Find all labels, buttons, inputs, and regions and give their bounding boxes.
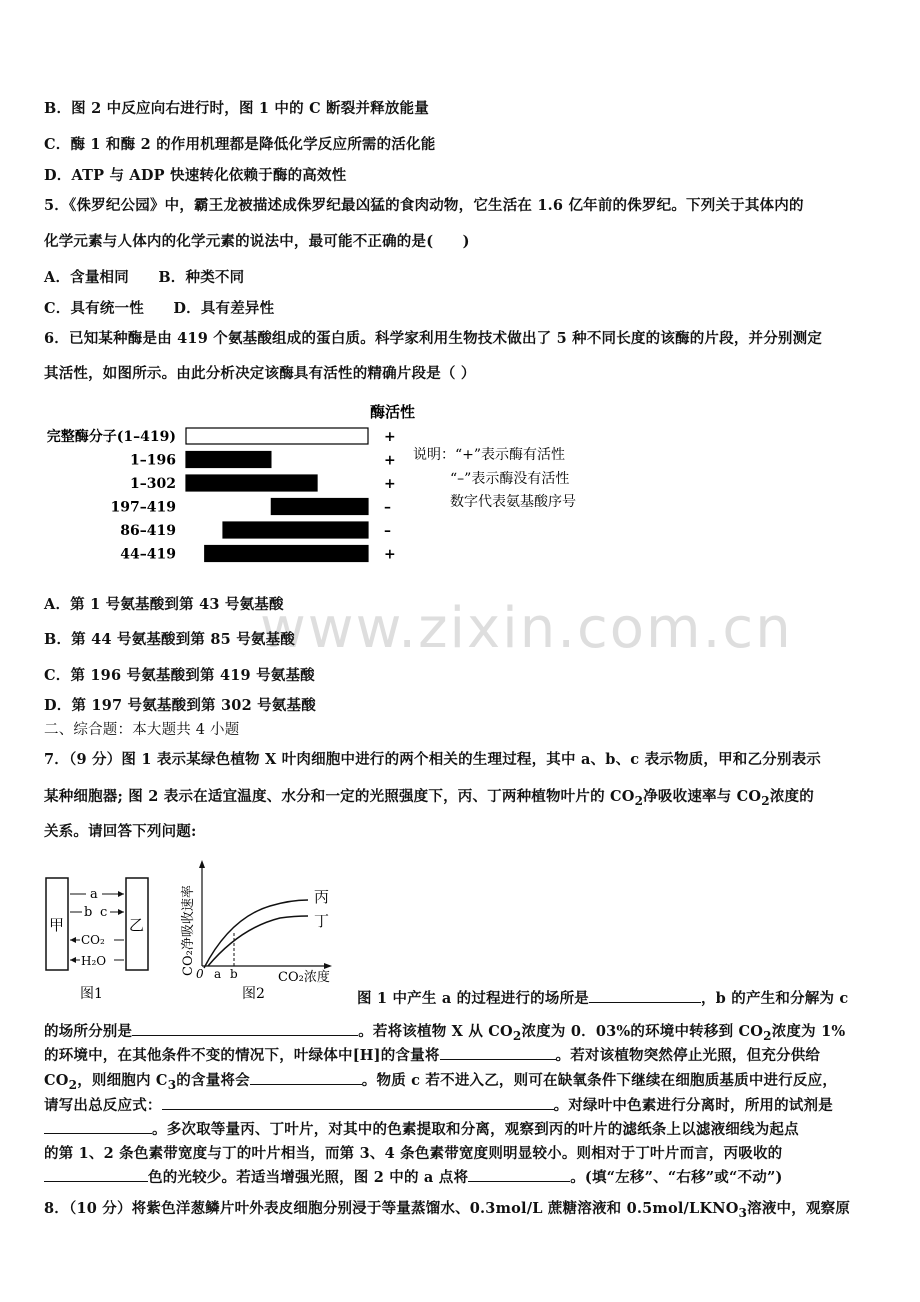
figure-legend-2: “–”表示酶没有活性 [450,471,570,487]
tick-a-label: a [214,967,222,981]
q5-options-ab: A．含量相同 B．种类不同 [44,269,245,286]
organelle-yi-label: 乙 [129,916,145,934]
fragment-label: 完整酶分子(1–419) [46,429,176,445]
activity-sign: – [384,499,391,516]
q6-option-d: D．第 197 号氨基酸到第 302 号氨基酸 [44,697,316,714]
answer-blank-a-site[interactable] [589,988,701,1003]
figure-header-activity: 酶活性 [370,403,416,421]
answer-blank-c3-content[interactable] [250,1070,362,1085]
figure-legend-1: 说明：“+”表示酶有活性 [413,447,566,463]
q5-options-cd: C．具有统一性 D．具有差异性 [44,300,275,317]
activity-sign: – [384,523,391,539]
answer-blank-h-content[interactable] [440,1045,556,1060]
answer-blank-reaction-equation[interactable] [162,1095,554,1110]
q6-stem-line1: 6．已知某种酶是由 419 个氨基酸组成的蛋白质。科学家利用生物技术做出了 5 种不同长度的该酶的片段，并分别测定 [44,330,823,347]
q6-stem-line2: 其活性，如图所示。由此分析决定该酶具有活性的精确片段是（ ） [44,365,476,382]
figure-legend-3: 数字代表氨基酸序号 [450,494,576,510]
figure-1-organelles [40,868,160,1008]
activity-sign: + [384,429,396,445]
activity-sign: + [384,452,396,469]
answer-blank-light-color[interactable] [44,1167,148,1182]
q7-text-1: 图 1 中产生 a 的过程进行的场所是 ，b 的产生和分解为 c [357,990,849,1007]
fragment-bar [186,475,317,491]
substance-a-label: a [90,887,98,902]
q7-text-5: 请写出总反应式： 。对绿叶中色素进行分离时，所用的试剂是 [44,1097,833,1114]
q4-option-c: C．酶 1 和酶 2 的作用机理都是降低化学反应所需的活化能 [44,136,436,153]
fragment-label: 86–419 [120,523,176,539]
q7-stem-line1: 7．（9 分）图 1 表示某绿色植物 X 叶肉细胞中进行的两个相关的生理过程，其中 a、b、c 表示物质，甲和乙分别表示 [44,751,821,768]
fragment-label: 1–302 [130,476,176,492]
q4-option-b: B．图 2 中反应向右进行时，图 1 中的 C 断裂并释放能量 [44,100,429,117]
q5-stem-line1: 5．《侏罗纪公园》中，霸王龙被描述成侏罗纪最凶猛的食肉动物，它生活在 1.6 亿年前的侏罗纪。下列关于其体内的 [44,197,804,214]
q7-stem-line2: 某种细胞器; 图 2 表示在适宜温度、水分和一定的光照强度下，丙、丁两种植物叶片的 $CO_2$净吸收速率与 $CO_2$浓度的 [44,788,814,808]
q8-stem-line1: 8．（10 分）将紫色洋葱鳞片叶外表皮细胞分别浸于等量蒸馏水、0.3mol/L 蔗糖溶液和 $0.5mol/LKNO_3$溶液中，观察原 [44,1200,851,1220]
fragment-label: 44–419 [120,546,176,563]
origin-label: 0 [196,967,204,981]
fragment-bar [186,428,368,444]
curve-ding-label: 丁 [314,912,330,930]
answer-blank-point-shift[interactable] [468,1167,570,1182]
curve-bing-label: 丙 [314,888,330,906]
fragment-bar [271,499,368,515]
curve-ding [208,916,308,966]
q7-text-8: 色的光较少。若适当增强光照，图 2 中的 a 点将 。(填“左移”、“右移”或“不动”) [44,1166,783,1187]
q7-text-7: 的第 1、2 条色素带宽度与丁的叶片相当，而第 3、4 条色素带宽度则明显较小。则相对于丁叶片而言，丙吸收的 [44,1145,783,1162]
q7-stem-line3: 关系。请回答下列问题: [44,823,197,840]
q7-text-3: 的环境中，在其他条件不变的情况下，叶绿体中[H]的含量将 。若对该植物突然停止光照，但充分供给 [44,1047,821,1064]
q7-text-6: 。多次取等量丙、丁叶片，对其中的色素提取和分离，观察到丙的叶片的滤纸条上以滤液细线为起点 [44,1118,799,1139]
watermark: www.zixin.com.cn [260,596,793,661]
fragment-bar [186,452,271,468]
tick-b-label: b [230,967,238,981]
fragment-label: 197–419 [110,499,176,516]
activity-sign: + [384,476,396,492]
figure-1-caption: 图1 [80,986,103,1002]
x-axis-label: CO₂浓度 [278,970,330,985]
substance-b-label: b [84,905,93,920]
figure-2-co2-curves [170,856,350,1006]
answer-blank-reagent[interactable] [44,1119,152,1134]
q7-text-2: 的场所分别是 。若将该植物 X 从 $CO_2$浓度为 0．03%的环境中转移到 $CO_2$浓度为 1% [44,1023,846,1043]
activity-sign: + [384,546,396,563]
fragment-bar [205,546,368,562]
substance-c-label: c [100,905,108,920]
q6-option-b: B．第 44 号氨基酸到第 85 号氨基酸 [44,631,296,648]
enzyme-fragment-figure [40,395,620,575]
organelle-jia-label: 甲 [49,916,65,934]
q6-option-a: A．第 1 号氨基酸到第 43 号氨基酸 [44,596,284,613]
answer-blank-bc-sites[interactable] [132,1021,358,1036]
q4-option-d: D．ATP 与 ADP 快速转化依赖于酶的高效性 [44,167,347,184]
y-axis-label: CO₂净吸收速率 [181,885,196,976]
h2o-label: H₂O [81,954,107,968]
q7-text-4: $CO_2$，则细胞内 $C_3$的含量将会 。物质 c 若不进入乙，则可在缺氧条件下继续在细胞质基质中进行反应， [44,1072,838,1092]
co2-label: CO₂ [81,933,105,947]
q5-stem-line2: 化学元素与人体内的化学元素的说法中，最可能不正确的是( ) [44,233,470,250]
curve-bing [204,900,308,968]
fragment-label: 1–196 [130,452,176,469]
figure-2-caption: 图2 [242,986,265,1002]
q6-option-c: C．第 196 号氨基酸到第 419 号氨基酸 [44,667,315,684]
section-heading: 二、综合题：本大题共 4 小题 [44,722,240,738]
fragment-bar [223,522,368,538]
